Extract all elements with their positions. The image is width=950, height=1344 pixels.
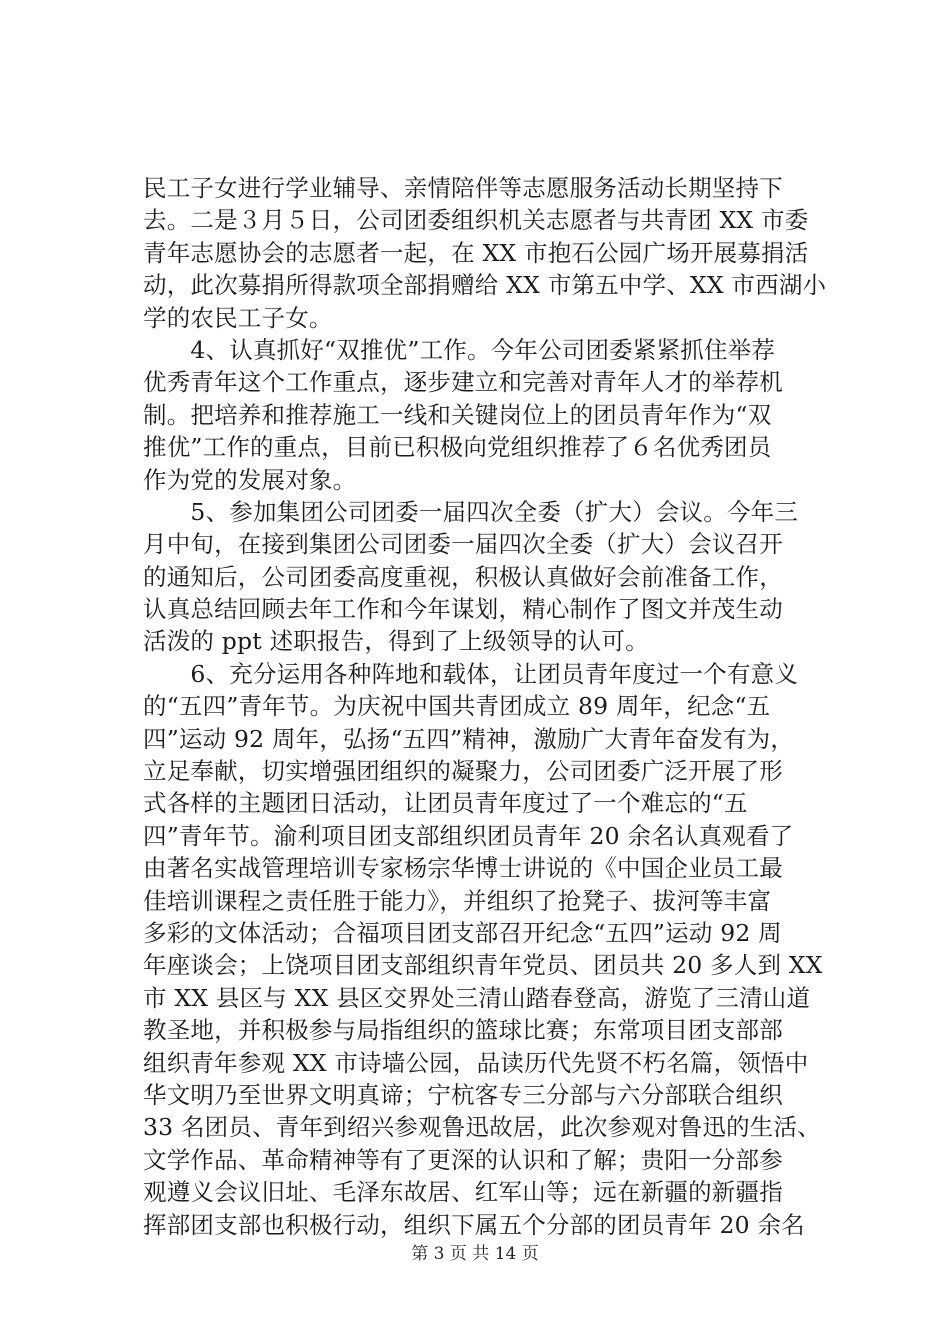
text-line: 组织青年参观 XX 市诗墙公园，品读历代先贤不朽名篇，领悟中: [143, 1048, 809, 1077]
text-line: 活泼的 ppt 述职报告，得到了上级领导的认可。: [143, 627, 649, 656]
text-line: 多彩的文体活动；合福项目团支部召开纪念“五四”运动 92 周: [143, 918, 782, 947]
text-line: 观遵义会议旧址、毛泽东故居、红军山等；远在新疆的新疆指: [143, 1178, 783, 1207]
text-line: 作为党的发展对象。: [143, 465, 357, 494]
paragraph: [143, 334, 843, 496]
text-line: 年座谈会；上饶项目团支部组织青年党员、团员共 20 多人到 XX: [143, 951, 823, 980]
text-line: 5、参加集团公司团委一届四次全委（扩大）会议。今年三: [143, 497, 799, 526]
text-line: 的“五四”青年节。为庆祝中国共青团成立 89 周年，纪念“五: [143, 692, 771, 721]
text-line: 动，此次募捐所得款项全部捐赠给 XX 市第五中学、XX 市西湖小: [143, 271, 827, 300]
text-line: 挥部团支部也积极行动，组织下属五个分部的团员青年 20 余名: [143, 1210, 805, 1239]
text-line: 的通知后，公司团委高度重视，积极认真做好会前准备工作，: [143, 562, 783, 591]
paragraph: [143, 172, 843, 334]
text-line: 式各样的主题团日活动，让团员青年度过了一个难忘的“五: [143, 789, 748, 818]
text-line: 优秀青年这个工作重点，逐步建立和完善对青年人才的举荐机: [143, 368, 783, 397]
body-text: [143, 172, 843, 1241]
text-line: 33 名团员、青年到绍兴参观鲁迅故居，此次参观对鲁迅的生活、: [143, 1113, 821, 1142]
text-line: 佳培训课程之责任胜于能力》，并组织了抢凳子、拔河等丰富: [143, 886, 772, 915]
text-line: 民工子女进行学业辅导、亲情陪伴等志愿服务活动长期坚持下: [143, 174, 783, 202]
text-line: 由著名实战管理培训专家杨宗华博士讲说的《中国企业员工最: [143, 854, 783, 883]
text-line: 华文明乃至世界文明真谛；宁杭客专三分部与六分部联合组织: [143, 1080, 783, 1109]
text-line: 认真总结回顾去年工作和今年谋划，精心制作了图文并茂生动: [143, 595, 783, 624]
text-line: 月中旬，在接到集团公司团委一届四次全委（扩大）会议召开: [143, 530, 783, 559]
text-line: 4、认真抓好“双推优”工作。今年公司团委紧紧抓住举荐: [143, 335, 776, 364]
text-line: 6、充分运用各种阵地和载体，让团员青年度过一个有意义: [143, 659, 799, 688]
paragraph: [143, 658, 843, 1241]
text-line: 教圣地，并积极参与局指组织的篮球比赛；东常项目团支部部: [143, 1016, 783, 1045]
text-line: 文学作品、革命精神等有了更深的认识和了解；贵阳一分部参: [143, 1145, 783, 1174]
text-line: 四”青年节。渝利项目团支部组织团员青年 20 余名认真观看了: [143, 821, 794, 850]
text-line: 四”运动 92 周年，弘扬“五四”精神，激励广大青年奋发有为，: [143, 724, 795, 753]
page-footer: 第 3 页 共 14 页: [411, 1244, 539, 1264]
text-line: 制。把培养和推荐施工一线和关键岗位上的团员青年作为“双: [143, 400, 772, 429]
paragraph: [143, 496, 843, 658]
text-line: 立足奉献，切实增强团组织的凝聚力，公司团委广泛开展了形: [143, 757, 783, 786]
text-line: 学的农民工子女。: [143, 303, 333, 332]
text-line: 青年志愿协会的志愿者一起，在 XX 市抱石公园广场开展募捐活: [143, 238, 809, 267]
text-line: 推优”工作的重点，目前已积极向党组织推荐了６名优秀团员: [143, 433, 772, 462]
text-line: 市 XX 县区与 XX 县区交界处三清山踏春登高，游览了三清山道: [143, 983, 811, 1012]
text-line: 去。二是３月５日，公司团委组织机关志愿者与共青团 XX 市委: [143, 206, 809, 235]
